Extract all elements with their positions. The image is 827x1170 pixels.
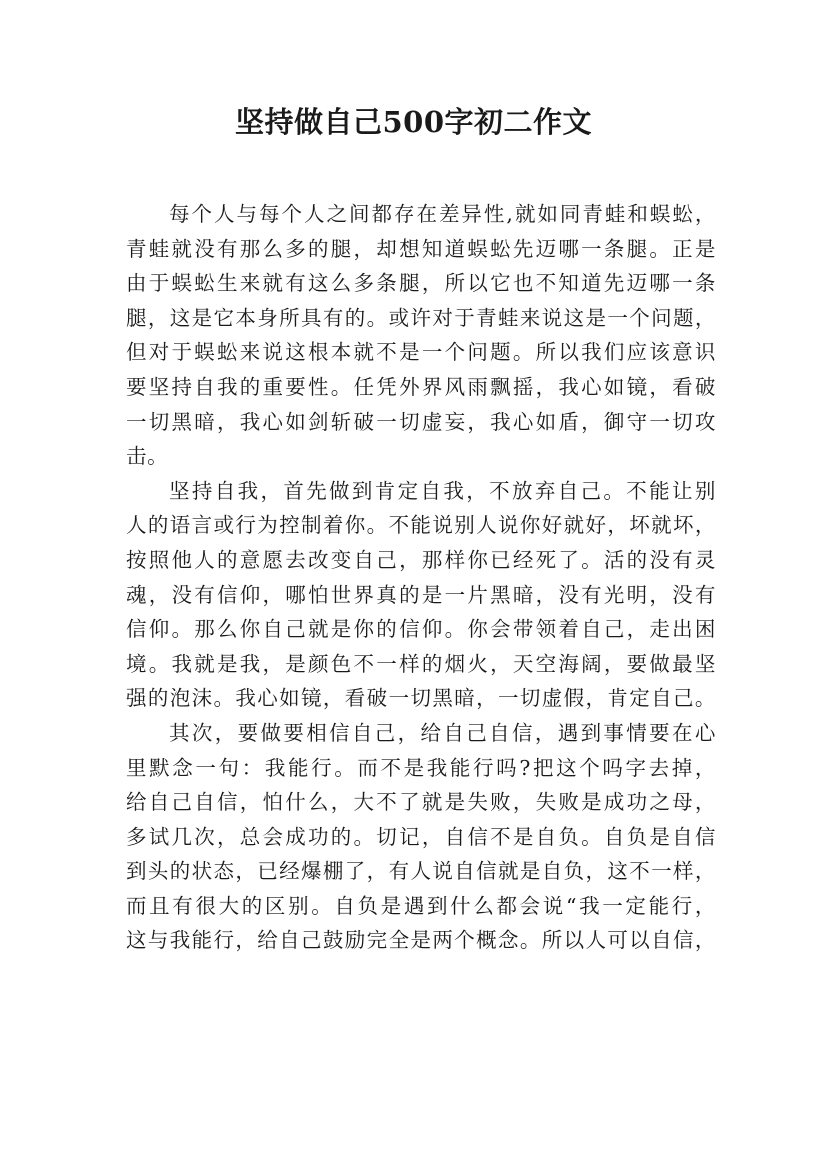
paragraph-2-line-7: 强的泡沫。我心如镜，看破一切黑暗，一切虚假，肯定自己。 [126,686,716,711]
paragraph-3-line-2: 里默念一句：我能行。而不是我能行吗?把这个吗字去掉， [126,755,716,780]
paragraph-1-line-8: 击。 [126,444,169,469]
paragraph-2-line-4: 魂，没有信仰，哪怕世界真的是一片黑暗，没有光明，没有 [126,582,716,607]
document-title: 坚持做自己500字初二作文 [234,105,593,139]
paragraph-1-line-6: 要坚持自我的重要性。任凭外界风雨飘摇，我心如镜，看破 [126,374,716,399]
paragraph-1-line-3: 由于蜈蚣生来就有这么多条腿，所以它也不知道先迈哪一条 [126,271,716,296]
paragraph-3-line-6: 而且有很大的区别。自负是遇到什么都会说“我一定能行， [126,893,716,918]
paragraph-3-line-5: 到头的状态，已经爆棚了，有人说自信就是自负，这不一样， [126,859,716,884]
essay-body [126,197,716,958]
paragraph-2-line-3: 按照他人的意愿去改变自己，那样你已经死了。活的没有灵 [126,547,716,572]
paragraph-2-line-5: 信仰。那么你自己就是你的信仰。你会带领着自己，走出困 [126,617,716,642]
paragraph-1-line-7: 一切黑暗，我心如剑斩破一切虚妄，我心如盾，御守一切攻 [126,409,716,434]
paragraph-2-line-1: 坚持自我，首先做到肯定自我，不放弃自己。不能让别 [169,478,716,503]
paragraph-3-line-1: 其次，要做要相信自己，给自己自信，遇到事情要在心 [169,720,716,745]
paragraph-2-line-2: 人的语言或行为控制着你。不能说别人说你好就好，坏就坏， [126,513,716,538]
paragraph-3-line-4: 多试几次，总会成功的。切记，自信不是自负。自负是自信 [126,824,716,849]
paragraph-3-line-7: 这与我能行，给自己鼓励完全是两个概念。所以人可以自信， [126,928,716,953]
paragraph-1-line-5: 但对于蜈蚣来说这根本就不是一个问题。所以我们应该意识 [126,340,716,365]
paragraph-3-line-3: 给自己自信，怕什么，大不了就是失败，失败是成功之母， [126,790,716,815]
paragraph-1-line-1: 每个人与每个人之间都存在差异性,就如同青蛙和蜈蚣， [169,202,716,226]
paragraph-1-line-2: 青蛙就没有那么多的腿，却想知道蜈蚣先迈哪一条腿。正是 [126,236,716,261]
paragraph-2-line-6: 境。我就是我，是颜色不一样的烟火，天空海阔，要做最坚 [126,651,716,676]
paragraph-1-line-4: 腿，这是它本身所具有的。或许对于青蛙来说这是一个问题， [126,305,716,330]
